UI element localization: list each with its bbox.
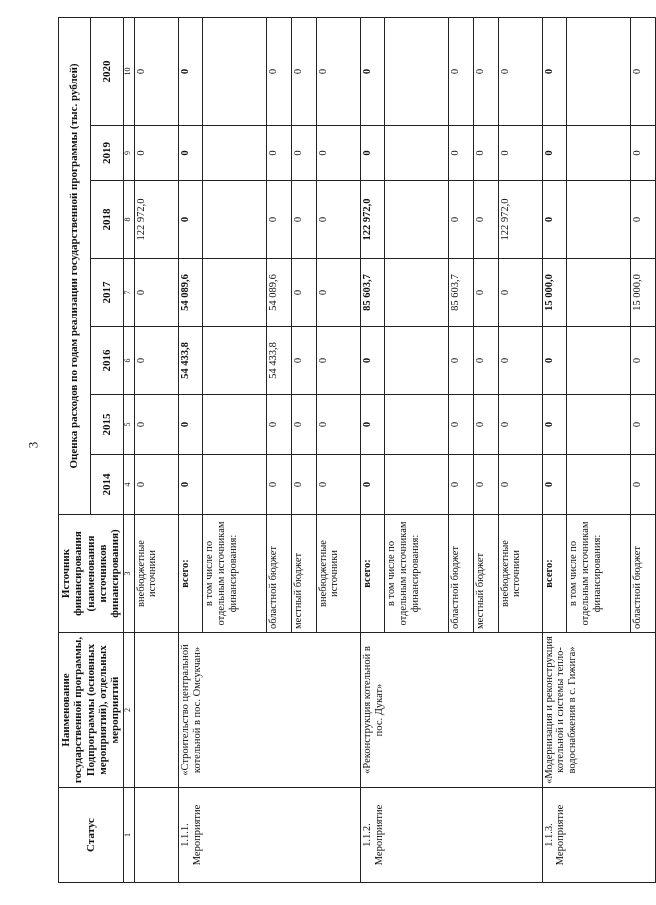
value-cell <box>203 181 267 259</box>
value-cell: 0 <box>360 327 385 395</box>
value-cell: 0 <box>542 327 567 395</box>
value-cell: 0 <box>178 455 203 515</box>
header-row-1 <box>59 17 91 882</box>
value-cell: 0 <box>178 395 203 455</box>
value-cell: 0 <box>631 17 656 125</box>
value-cell: 0 <box>291 259 316 327</box>
value-cell: 0 <box>498 327 542 395</box>
value-cell: 0 <box>498 17 542 125</box>
value-cell: 0 <box>542 17 567 125</box>
value-cell: 0 <box>542 455 567 515</box>
value-cell <box>567 327 631 395</box>
value-cell: 0 <box>473 126 498 181</box>
value-cell: 0 <box>473 395 498 455</box>
name-cell: «Реконструкция котельной в пос. Дукат» <box>360 633 542 788</box>
value-cell: 0 <box>542 181 567 259</box>
year-header: 2015 <box>91 395 123 455</box>
column-number: 4 <box>123 455 134 515</box>
section-code: 1.1.2. <box>361 823 373 847</box>
value-cell: 0 <box>267 17 292 125</box>
table-row <box>134 17 178 882</box>
value-cell: 0 <box>316 395 360 455</box>
year-header: 2017 <box>91 259 123 327</box>
value-cell: 54 089,6 <box>178 259 203 327</box>
year-header: 2020 <box>91 17 123 125</box>
value-cell: 0 <box>449 455 474 515</box>
value-cell <box>385 395 449 455</box>
value-cell: 0 <box>267 455 292 515</box>
rotated-table-container <box>58 18 644 883</box>
value-cell: 0 <box>473 455 498 515</box>
header-name: Наименование государственной программы, Подпрограммы (основных мероприятий), отдельных мероприятий <box>59 633 124 788</box>
value-cell: 0 <box>631 181 656 259</box>
value-cell: 0 <box>134 455 178 515</box>
value-cell: 0 <box>316 17 360 125</box>
total-label: всего: <box>542 515 567 633</box>
value-cell <box>567 395 631 455</box>
total-label: всего: <box>178 515 203 633</box>
value-cell: 0 <box>178 126 203 181</box>
value-cell: 0 <box>267 181 292 259</box>
value-cell: 0 <box>360 395 385 455</box>
name-cell: «Модернизация и реконструкция котельной и системы тепло-водоснабжения в с. Гижига» <box>542 633 655 788</box>
budget-table <box>58 17 656 883</box>
value-cell: 15 000,0 <box>542 259 567 327</box>
value-cell: 0 <box>134 259 178 327</box>
table-row-total <box>178 17 203 882</box>
value-cell <box>567 17 631 125</box>
section-code: 1.1.1. <box>179 823 191 847</box>
status-cell <box>542 788 655 883</box>
value-cell: 54 089,6 <box>267 259 292 327</box>
status-cell <box>178 788 360 883</box>
value-cell: 85 603,7 <box>449 259 474 327</box>
value-cell: 0 <box>291 455 316 515</box>
source-cell: местный бюджет <box>473 515 498 633</box>
value-cell <box>203 17 267 125</box>
value-cell <box>385 259 449 327</box>
section-status: Мероприятие <box>191 804 203 866</box>
value-cell <box>385 455 449 515</box>
value-cell <box>567 259 631 327</box>
value-cell: 0 <box>267 126 292 181</box>
value-cell: 122 972,0 <box>360 181 385 259</box>
value-cell <box>203 455 267 515</box>
value-cell <box>385 126 449 181</box>
section-code: 1.1.3. <box>543 823 555 847</box>
source-cell: областной бюджет <box>449 515 474 633</box>
value-cell: 0 <box>134 126 178 181</box>
column-number: 10 <box>123 17 134 125</box>
including-label: в том числе по отдельным источникам финансирования: <box>385 515 449 633</box>
column-number: 7 <box>123 259 134 327</box>
value-cell: 0 <box>316 126 360 181</box>
including-label: в том числе по отдельным источникам финансирования: <box>203 515 267 633</box>
header-status: Статус <box>59 788 124 883</box>
value-cell: 0 <box>178 17 203 125</box>
source-cell: внебюджетные источники <box>498 515 542 633</box>
value-cell: 0 <box>473 181 498 259</box>
value-cell: 0 <box>498 455 542 515</box>
value-cell <box>567 126 631 181</box>
source-cell: внебюджетные источники <box>134 515 178 633</box>
table-row-total <box>542 17 567 882</box>
value-cell: 0 <box>291 395 316 455</box>
value-cell: 0 <box>291 181 316 259</box>
column-number: 2 <box>123 633 134 788</box>
value-cell: 0 <box>631 455 656 515</box>
year-header: 2018 <box>91 181 123 259</box>
value-cell: 0 <box>291 17 316 125</box>
value-cell <box>385 327 449 395</box>
value-cell: 0 <box>316 455 360 515</box>
value-cell: 0 <box>449 181 474 259</box>
value-cell: 0 <box>631 126 656 181</box>
header-source: Источник финансирования (наименования источников финансирования) <box>59 515 124 633</box>
value-cell: 0 <box>449 327 474 395</box>
total-label: всего: <box>360 515 385 633</box>
source-cell: областной бюджет <box>267 515 292 633</box>
year-header: 2019 <box>91 126 123 181</box>
value-cell: 122 972,0 <box>498 181 542 259</box>
value-cell <box>203 259 267 327</box>
column-number: 1 <box>123 788 134 883</box>
budget-table-frame <box>58 18 644 883</box>
value-cell: 0 <box>449 17 474 125</box>
value-cell: 0 <box>316 259 360 327</box>
column-number-row <box>123 17 134 882</box>
value-cell: 0 <box>360 126 385 181</box>
value-cell: 0 <box>498 395 542 455</box>
column-number: 9 <box>123 126 134 181</box>
section-status: Мероприятие <box>555 804 567 866</box>
value-cell: 0 <box>291 327 316 395</box>
column-number: 8 <box>123 181 134 259</box>
value-cell: 0 <box>360 17 385 125</box>
value-cell: 0 <box>291 126 316 181</box>
column-number: 3 <box>123 515 134 633</box>
value-cell: 54 433,8 <box>178 327 203 395</box>
value-cell <box>203 126 267 181</box>
column-number: 5 <box>123 395 134 455</box>
status-cell <box>360 788 542 883</box>
value-cell: 0 <box>473 327 498 395</box>
value-cell: 0 <box>178 181 203 259</box>
source-cell: местный бюджет <box>291 515 316 633</box>
value-cell: 0 <box>267 395 292 455</box>
column-number: 6 <box>123 327 134 395</box>
value-cell: 0 <box>631 327 656 395</box>
value-cell: 0 <box>134 17 178 125</box>
name-cell: «Строительство центральной котельной в пос. Омсукчан» <box>178 633 360 788</box>
value-cell: 0 <box>542 395 567 455</box>
value-cell <box>203 395 267 455</box>
value-cell <box>203 327 267 395</box>
value-cell: 15 000,0 <box>631 259 656 327</box>
value-cell: 122 972,0 <box>134 181 178 259</box>
value-cell: 0 <box>631 395 656 455</box>
including-label: в том числе по отдельным источникам финансирования: <box>567 515 631 633</box>
value-cell: 0 <box>498 259 542 327</box>
value-cell: 0 <box>473 17 498 125</box>
source-cell: областной бюджет <box>631 515 656 633</box>
value-cell <box>385 181 449 259</box>
value-cell: 0 <box>134 327 178 395</box>
value-cell: 0 <box>134 395 178 455</box>
value-cell: 85 603,7 <box>360 259 385 327</box>
year-header: 2016 <box>91 327 123 395</box>
status-cell <box>134 788 178 883</box>
value-cell: 0 <box>473 259 498 327</box>
header-estimate: Оценка расходов по годам реализации государственной программы (тыс. рублей) <box>59 17 91 514</box>
name-cell <box>134 633 178 788</box>
value-cell <box>385 17 449 125</box>
value-cell: 0 <box>498 126 542 181</box>
section-status: Мероприятие <box>373 804 385 866</box>
value-cell: 0 <box>360 455 385 515</box>
value-cell: 0 <box>316 181 360 259</box>
value-cell: 0 <box>449 126 474 181</box>
value-cell <box>567 181 631 259</box>
value-cell: 54 433,8 <box>267 327 292 395</box>
source-cell: внебюджетные источники <box>316 515 360 633</box>
value-cell: 0 <box>449 395 474 455</box>
value-cell <box>567 455 631 515</box>
page-number: 3 <box>25 441 41 449</box>
table-row-total <box>360 17 385 882</box>
value-cell: 0 <box>542 126 567 181</box>
value-cell: 0 <box>316 327 360 395</box>
year-header: 2014 <box>91 455 123 515</box>
